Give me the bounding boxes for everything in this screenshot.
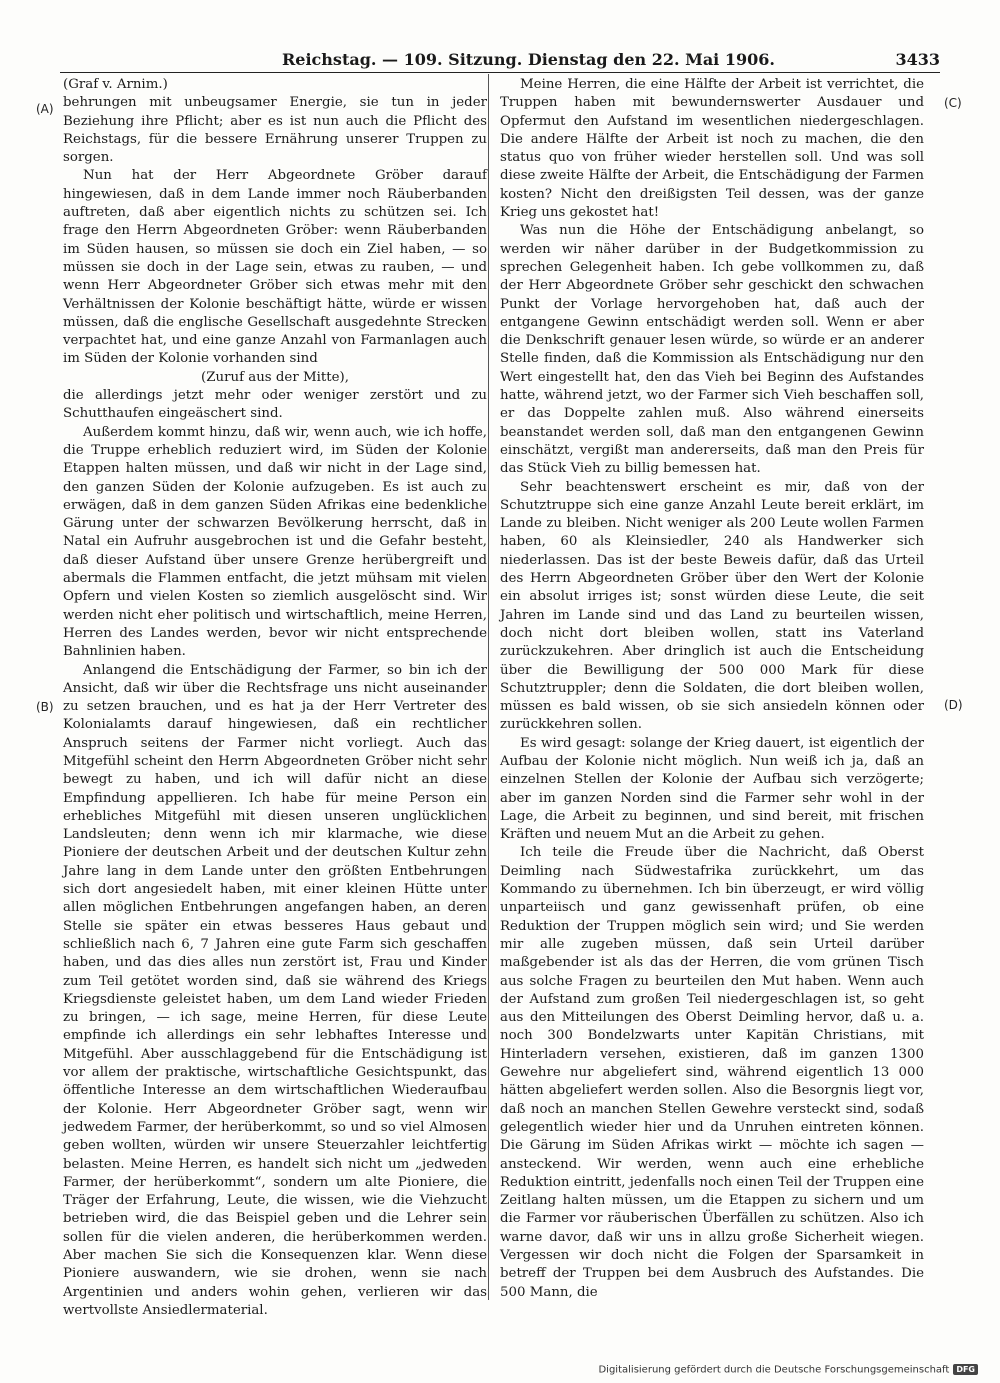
- paragraph: Außerdem kommt hinzu, daß wir, wenn auch, wie ich hoffe, die Truppe erheblich reduziert wird, im Süden der Kolonie Etappen halten müssen, und daß wir nicht in der Lage sind, den ganzen Süden der Kolonie aufzugeben. Es ist auch zu erwägen, daß in dem ganzen Süden Afrikas eine bedenkliche Gärung unter der schwarzen Bevölkerung herrscht, daß in Natal ein Aufruhr ausgebrochen ist und die Gefahr besteht, daß dieser Aufstand über unsere Grenze herübergreift und abermals die Flammen entfacht, die jetzt mühsam mit vielen Opfern und vielen Kosten so ziemlich ausgelöscht sind. Wir werden nicht eher politisch und wirtschaftlich, meine Herren, Herren des Landes werden, bevor wir nicht entsprechende Bahnlinien haben.: [63, 424, 487, 660]
- margin-marker-a: (A): [36, 102, 54, 116]
- header-title: Reichstag. — 109. Sitzung. Dienstag den 22. Mai 1906.: [282, 50, 775, 69]
- paragraph: Anlangend die Entschädigung der Farmer, so bin ich der Ansicht, daß wir über die Rechtsfrage uns nicht auseinander zu setzen brauchen, und es hat ja der Herr Vertreter des Kolonialamts darauf hingewiesen, daß ein rechtlicher Anspruch seitens der Farmer nicht vorliegt. Auch das Mitgefühl scheint den Herrn Abgeordneten Gröber nicht sehr bewegt zu haben, und ich will dafür nicht an diese Empfindung appellieren. Ich habe für meine Person ein erhebliches Mitgefühl mit diesen unseren unglücklichen Landsleuten; denn wenn ich mir klarmache, wie diese Pioniere der deutschen Arbeit und der deutschen Kultur zehn Jahre lang in dem Lande unter den größten Entbehrungen sich dort angesiedelt haben, mit einer kleinen Hütte unter allen möglichen Entbehrungen angefangen haben, an deren Stelle sie später ein etwas besseres Haus gebaut und schließlich nach 6, 7 Jahren eine gute Farm sich geschaffen haben, und das dies alles nun zerstört ist, Frau und Kinder zum Teil getötet worden sind, daß sie während des Kriegs Kriegsdienste geleistet haben, um dem Land wieder Frieden zu bringen, — ich sage, meine Herren, für diese Leute empfinde ich allerdings ein sehr lebhaftes Interesse und Mitgefühl. Aber ausschlaggebend für die Entschädigung ist vor allem der praktische, wirtschaftliche Gesichtspunkt, das öffentliche Interesse an dem wirtschaftlichen Wiederaufbau der Kolonie. Herr Abgeordneter Gröber sagt, wenn wir jedwedem Farmer, der herüberkommt, so und so viel Almosen geben wollten, würden wir unsere Steuerzahler leichtfertig belasten. Meine Herren, es handelt sich nicht um „jedweden Farmer, der herüberkommt“, sondern um alte Pioniere, die Träger der Erfahrung, Leute, die wissen, wie die Viehzucht betrieben wird, die das Beispiel geben und die Lehrer sein sollen für die vielen anderen, die herüberkommen werden. Aber machen Sie sich die Konsequenzen klar. Wenn diese Pioniere auswandern, wie sie drohen, wenn sie nach Argentinien und anders wohin gehen, verlieren wir das wertvollste Ansiedlermaterial.: [63, 662, 487, 1318]
- header-rule: [60, 72, 940, 73]
- left-column: [63, 76, 487, 1318]
- margin-marker-c: (C): [944, 96, 962, 110]
- paragraph: Es wird gesagt: solange der Krieg dauert, ist eigentlich der Aufbau der Kolonie nicht möglich. Nun weiß ich ja, daß an einzelnen Stellen der Kolonie der Aufbau sich verzögerte; aber im ganzen Norden sind die Farmer sehr wohl in der Lage, die Arbeit zu beginnen, und sind bereit, mit frischen Kräften und neuem Mut an die Arbeit zu gehen.: [500, 735, 924, 843]
- footer-text: Digitalisierung gefördert durch die Deutsche Forschungsgemeinschaft: [598, 1364, 950, 1376]
- right-column: [500, 76, 924, 1298]
- interjection: (Zuruf aus der Mitte),: [201, 369, 349, 385]
- paragraph: Sehr beachtenswert erscheint es mir, daß von der Schutztruppe sich eine ganze Anzahl Leute bereit erklärt, im Lande zu bleiben. Nicht weniger als 200 Leute wollen Farmen haben, 60 als Kleinsiedler, 240 als Handwerker sich niederlassen. Das ist der beste Beweis dafür, daß das Urteil des Herrn Abgeordneten Gröber über den Wert der Kolonie ein absolut irriges ist; sonst würden diese Leute, die seit Jahren im Lande sind und das Land zu beurteilen wissen, doch nicht dort bleiben wollen, statt ins Vaterland zurückzukehren. Aber dringlich ist auch die Entscheidung über die Bewilligung der 500 000 Mark für diese Schutztruppler; denn die Soldaten, die dort bleiben wollen, müssen es bald wissen, ob sie sich ansiedeln können oder zurückkehren sollen.: [500, 479, 924, 733]
- column-divider: [488, 74, 489, 1300]
- margin-marker-d: (D): [944, 698, 963, 712]
- paragraph: Ich teile die Freude über die Nachricht, daß Oberst Deimling nach Südwestafrika zurückkehrt, um das Kommando zu übernehmen. Ich bin überzeugt, er wird völlig unparteiisch und ganz gewissenhaft prüfen, ob eine Reduktion der Truppen möglich sein wird; und Sie werden mir alle zugeben müssen, daß sein Urteil darüber maßgebender ist als das der Herren, die vom grünen Tisch aus solche Fragen zu beurteilen den Mut haben. Wenn auch der Aufstand zum großen Teil niedergeschlagen ist, so geht aus den Mitteilungen des Oberst Deimling hervor, daß u. a. noch 300 Bondelzwarts unter Kapitän Christians, mit Hinterladern versehen, existieren, daß im ganzen 1300 Gewehre nur abgeliefert sind, während eigentlich 13 000 hätten abgeliefert werden sollen. Also die Besorgnis liegt vor, daß noch an manchen Stellen Gewehre versteckt sind, sodaß gelegentlich wieder hier und da Unruhen eintreten können. Die Gärung im Süden Afrikas wirkt — möchte ich sagen — ansteckend. Wir werden, wenn auch eine erhebliche Reduktion eintritt, jedenfalls noch einen Teil der Truppen eine Zeitlang halten müssen, um die Etappen zu sichern und um die Farmer vor räuberischen Überfällen zu schützen. Also ich warne davor, daß wir uns in allzu große Sicherheit wiegen. Vergessen wir doch nicht die Folgen der Sparsamkeit in betreff der Truppen bei dem Ausbruch des Aufstandes. Die 500 Mann, die: [500, 845, 924, 1300]
- page-number: 3433: [895, 50, 940, 69]
- paragraph: Was nun die Höhe der Entschädigung anbelangt, so werden wir näher darüber in der Budgetkommission zu sprechen Gelegenheit haben. Ich gebe vollkommen zu, daß der Herr Abgeordnete Gröber sehr geschickt den schwachen Punkt der Vorlage hervorgehoben hat, daß auch der entgangene Gewinn entschädigt werden soll. Wenn er aber die Denkschrift genauer lesen würde, so würde er an anderer Stelle finden, daß die Kommission als Entschädigung nur den Wert eingestellt hat, den das Vieh bei Beginn des Aufstandes hatte, während jetzt, wo der Farmer sich Vieh beschaffen soll, er das Doppelte zahlen muß. Also während einerseits beanstandet werden soll, daß man den entgangenen Gewinn einschätzt, vergißt man andererseits, daß man den Preis für das Stück Vieh zu billig bemessen hat.: [500, 223, 924, 477]
- paragraph: Nun hat der Herr Abgeordnete Gröber darauf hingewiesen, daß in dem Lande immer noch Räuberbanden auftreten, daß aber eigentlich nichts zu schützen sei. Ich frage den Herrn Abgeordneten Gröber: wenn Räuberbanden im Süden hausen, so müssen sie doch ein Ziel haben, — so müssen sie doch in der Lage sein, etwas zu rauben, — und wenn Herr Abgeordneter Gröber sich etwas mehr mit den Verhältnissen der Kolonie beschäftigt hätte, würde er wissen müssen, daß die englische Gesellschaft ausgedehnte Strecken verpachtet hat, und eine ganze Anzahl von Farmanlagen auch im Süden der Kolonie vorhanden sind: [63, 168, 487, 367]
- paragraph: Meine Herren, die eine Hälfte der Arbeit ist verrichtet, die Truppen haben mit bewundernswerter Ausdauer und Opfermut den Aufstand im wesentlichen niedergeschlagen. Die andere Hälfte der Arbeit ist noch zu machen, die den status quo von früher wieder herstellen soll. Und was soll diese zweite Hälfte der Arbeit, die Entschädigung der Farmen kosten? Nicht den dreißigsten Teil dessen, was der ganze Krieg uns gekostet hat!: [500, 77, 924, 221]
- paragraph: behrungen mit unbeugsamer Energie, sie tun in jeder Beziehung ihre Pflicht; aber es ist nun auch die Pflicht des Reichstags, für die bessere Ernährung unserer Truppen zu sorgen.: [63, 95, 487, 166]
- dfg-logo: DFG: [953, 1364, 978, 1375]
- digitization-credit: [598, 1364, 978, 1376]
- paragraph: die allerdings jetzt mehr oder weniger zerstört und zu Schutthaufen eingeäschert sind.: [63, 388, 487, 422]
- page-header: [60, 46, 940, 70]
- speaker-label: (Graf v. Arnim.): [63, 77, 168, 92]
- margin-marker-b: (B): [36, 700, 54, 714]
